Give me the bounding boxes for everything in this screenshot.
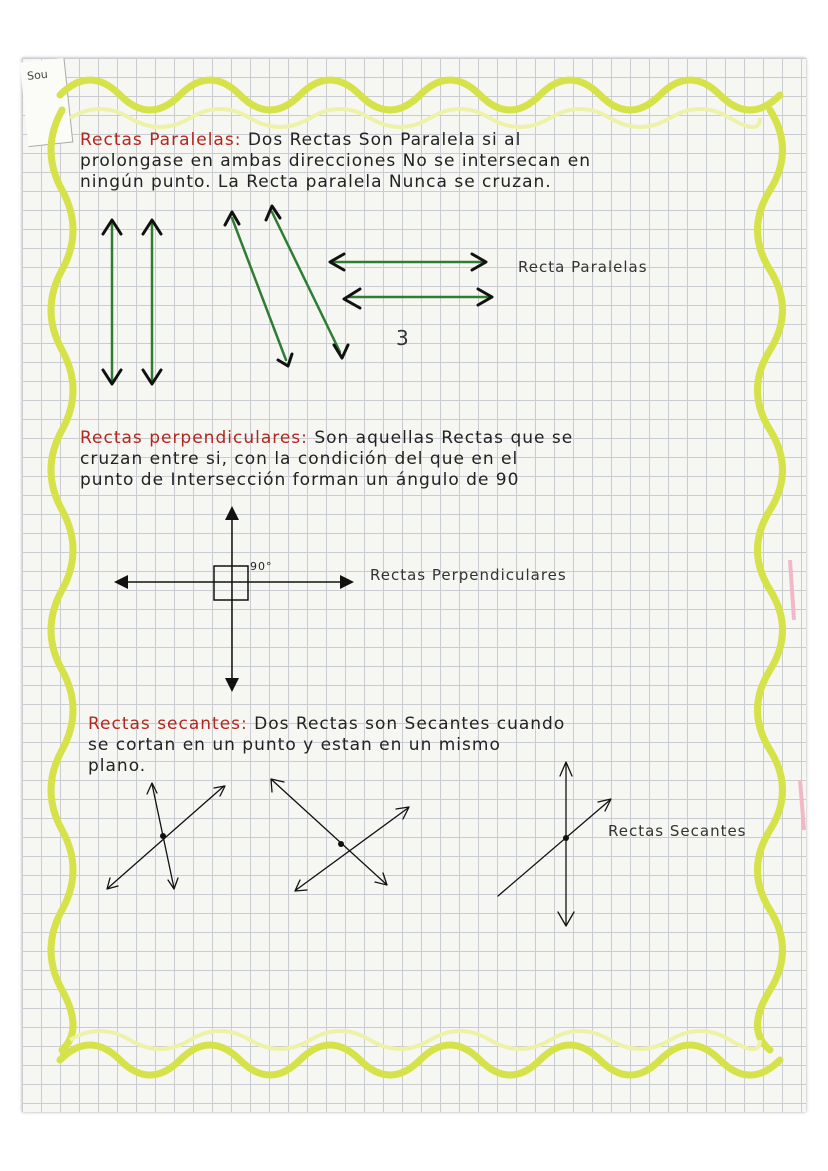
secant-line-3: plano. (88, 756, 147, 776)
secant-fig3-line-b (498, 800, 610, 896)
parallel-stray-mark: 3 (396, 326, 410, 350)
perpendicular-line-2: cruzan entre si, con la condición del que en el (80, 449, 519, 469)
secant-fig3-intersection (563, 835, 569, 841)
secant-fig2-line-a (272, 780, 386, 884)
secant-fig2-line-b (296, 808, 408, 890)
parallel-figure-label: Recta Paralelas (518, 258, 648, 276)
secant-figure-label: Rectas Secantes (608, 822, 747, 840)
secant-fig1-intersection (160, 833, 166, 839)
parallel-title: Rectas Paralelas: (80, 130, 242, 150)
arrowhead-s1a-end (214, 786, 225, 796)
parallel-line-1-text: Dos Rectas Son Paralela si al (247, 130, 522, 150)
secant-fig2-intersection (338, 841, 344, 847)
perpendicular-angle-label: 90° (250, 560, 273, 573)
parallel-line-2: prolongase en ambas direcciones No se intersecan en (80, 151, 591, 171)
secant-fig1-line-a (108, 786, 224, 888)
perpendicular-figure-label: Rectas Perpendiculares (370, 566, 567, 584)
perpendicular-line-1-text: Son aquellas Rectas que se (314, 428, 574, 448)
perpendicular-title: Rectas perpendiculares: (80, 428, 308, 448)
scrap-text: Sou (26, 67, 49, 83)
parallel-line-3: ningún punto. La Recta paralela Nunca se cruzan. (80, 172, 552, 192)
perpendicular-line-3: punto de Intersección forman un ángulo de 90 (80, 470, 520, 490)
secant-line-1-text: Dos Rectas son Secantes cuando (254, 714, 566, 734)
secant-line-2: se cortan en un punto y estan en un mismo (88, 735, 501, 755)
secant-title: Rectas secantes: (88, 714, 248, 734)
